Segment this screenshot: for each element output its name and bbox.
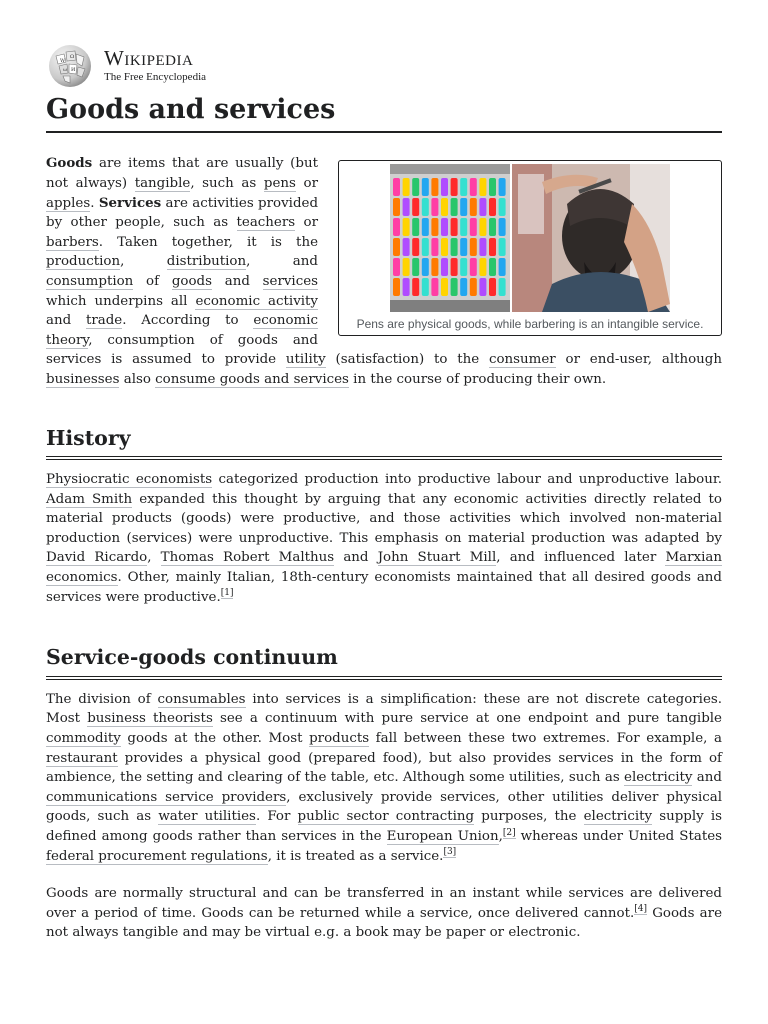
link-utility[interactable]: utility (285, 352, 326, 368)
link-services[interactable]: services (262, 273, 318, 289)
barber-haircut-photo[interactable] (512, 164, 670, 312)
link-goods[interactable]: goods (171, 273, 212, 289)
continuum-paragraph-1 (46, 690, 722, 866)
text-run: . (90, 195, 99, 211)
link-production[interactable]: production (46, 254, 121, 270)
text-run: , and (246, 254, 318, 270)
link-products[interactable]: products (309, 731, 370, 747)
text-run: and (46, 313, 86, 329)
text-run: , such as (190, 175, 264, 191)
text-run: , it is treated as a service. (267, 848, 444, 864)
text-run: , and influenced later (496, 550, 666, 566)
text-run: . Taken together, it is the (98, 234, 318, 250)
link-marxian-economics[interactable]: Marxian economics (46, 550, 722, 586)
article-page (46, 0, 722, 943)
link-distribution[interactable]: distribution (166, 254, 247, 270)
heading-service-goods-continuum: Service-goods continuum (46, 645, 722, 680)
link-federal-procurement-regulations[interactable]: federal procurement regulations (46, 848, 268, 864)
text-run: of (133, 273, 172, 289)
text-run: supply is defined among goods rather than services in the (46, 809, 722, 845)
text-run: and (692, 770, 722, 786)
reference-4[interactable]: [4] (634, 904, 647, 915)
text-run: , (498, 829, 503, 845)
text-run: whereas under United States (515, 829, 722, 845)
site-branding[interactable] (46, 42, 722, 88)
text-run: , consumption of goods and services is assumed to provide (46, 332, 318, 368)
heading-history: History (46, 426, 722, 461)
link-barbers[interactable]: barbers (46, 234, 99, 250)
text-run: . Other, mainly Italian, 18th-century economists maintained that all desired goods and services were productive. (46, 570, 722, 605)
link-consumer[interactable]: consumer (488, 352, 556, 368)
svg-text:ω: ω (63, 67, 68, 73)
svg-text:И: И (71, 67, 76, 73)
term-goods: Goods (46, 155, 93, 172)
text-run: or (295, 175, 318, 191)
link-consumption[interactable]: consumption (46, 273, 134, 289)
link-businesses[interactable]: businesses (46, 371, 120, 387)
text-run: into services is a simplification: these are not discrete categories. Most (46, 691, 722, 727)
lead-figure (338, 160, 722, 336)
link-european-union[interactable]: European Union (386, 829, 499, 845)
article-title: Goods and services (46, 94, 722, 133)
text-run: . According to (122, 313, 254, 329)
link-business-theorists[interactable]: business theorists (87, 711, 213, 727)
text-run: and (211, 273, 263, 289)
link-commodity[interactable]: commodity (46, 731, 121, 747)
text-run: are items that are usually (but not always) (46, 156, 318, 191)
text-run: or (295, 215, 318, 231)
wikipedia-globe-logo (46, 42, 96, 88)
link-electricity-2[interactable]: electricity (583, 809, 653, 825)
link-john-stuart-mill[interactable]: John Stuart Mill (377, 550, 497, 566)
continuum-paragraph-2 (46, 884, 722, 943)
link-thomas-robert-malthus[interactable]: Thomas Robert Malthus (160, 550, 335, 566)
link-teachers[interactable]: teachers (236, 215, 296, 231)
text-run: in the course of producing their own. (348, 371, 607, 387)
link-water-utilities[interactable]: water utilities (158, 809, 256, 825)
text-run: , (147, 550, 161, 566)
link-consumables[interactable]: consumables (157, 691, 246, 707)
section-service-goods-continuum (46, 645, 722, 943)
link-physiocratic-economists[interactable]: Physiocratic economists (46, 472, 213, 488)
text-run: Goods are not always tangible and may be virtual e.g. a book may be paper or electronic. (46, 905, 722, 941)
text-run: and (334, 550, 378, 566)
link-economic-theory[interactable]: economic theory (46, 313, 318, 348)
link-restaurant[interactable]: restaurant (46, 750, 118, 766)
link-adam-smith[interactable]: Adam Smith (46, 491, 133, 507)
text-run: , (120, 254, 167, 270)
text-run: categorized production into productive labour and unproductive labour. (212, 472, 723, 488)
text-run: also (119, 371, 156, 387)
text-run: are activities provided by other people, such as (46, 195, 319, 231)
text-run: goods at the other. Most (120, 731, 310, 747)
site-tagline: The Free Encyclopedia (104, 70, 207, 83)
link-consume-goods-and-services[interactable]: consume goods and services (155, 371, 349, 387)
text-run: . For (255, 809, 298, 825)
text-run: or end-user, although (555, 352, 723, 368)
site-name: Wikipedia (104, 45, 194, 70)
reference-2[interactable]: [2] (502, 827, 516, 838)
text-run: Goods are normally structural and can be transferred in an instant while services are delivered over a period of time. Goods can be returned while a service, once delivered cannot. (46, 886, 722, 921)
section-history (46, 426, 722, 608)
reference-1[interactable]: [1] (220, 588, 234, 599)
term-services: Services (98, 194, 162, 211)
link-electricity[interactable]: electricity (624, 770, 693, 786)
text-run: The division of (46, 691, 158, 707)
history-paragraph (46, 470, 722, 607)
link-apples[interactable]: apples (46, 195, 91, 211)
text-run: , exclusively provide services, other utilities deliver physical goods, such as (46, 789, 723, 825)
reference-3[interactable]: [3] (443, 847, 457, 858)
link-economic-activity[interactable]: economic activity (195, 293, 318, 309)
text-run: (satisfaction) to the (325, 352, 489, 368)
link-trade[interactable]: trade (85, 313, 123, 329)
svg-text:Ω: Ω (70, 54, 75, 60)
link-david-ricardo[interactable]: David Ricardo (46, 550, 148, 566)
link-communications-service-providers[interactable]: communications service providers (46, 789, 287, 805)
pens-display-photo[interactable] (390, 164, 510, 312)
link-tangible[interactable]: tangible (134, 175, 191, 191)
lead-section (46, 154, 722, 389)
link-public-sector-contracting[interactable]: public sector contracting (297, 809, 475, 825)
svg-text:W: W (60, 58, 66, 64)
text-run: see a continuum with pure service at one endpoint and pure tangible (212, 711, 722, 727)
text-run: which underpins all (46, 293, 196, 309)
text-run: purposes, the (474, 809, 584, 825)
link-pens[interactable]: pens (263, 175, 296, 191)
text-run: fall between these two extremes. For example, a (369, 731, 722, 747)
text-run: provides a physical good (prepared food), but also provides services in the form of ambience, the setting and clearing of the table, etc. Although some utilities, such as (46, 750, 722, 786)
text-run: expanded this thought by arguing that any economic activities directly related to material products (goods) were productive, and those activities which involved non-material production (services) were unproductive. This emphasis on material production was adapted by (46, 491, 722, 546)
figure-caption: Pens are physical goods, while barbering is an intangible service. (356, 317, 704, 332)
